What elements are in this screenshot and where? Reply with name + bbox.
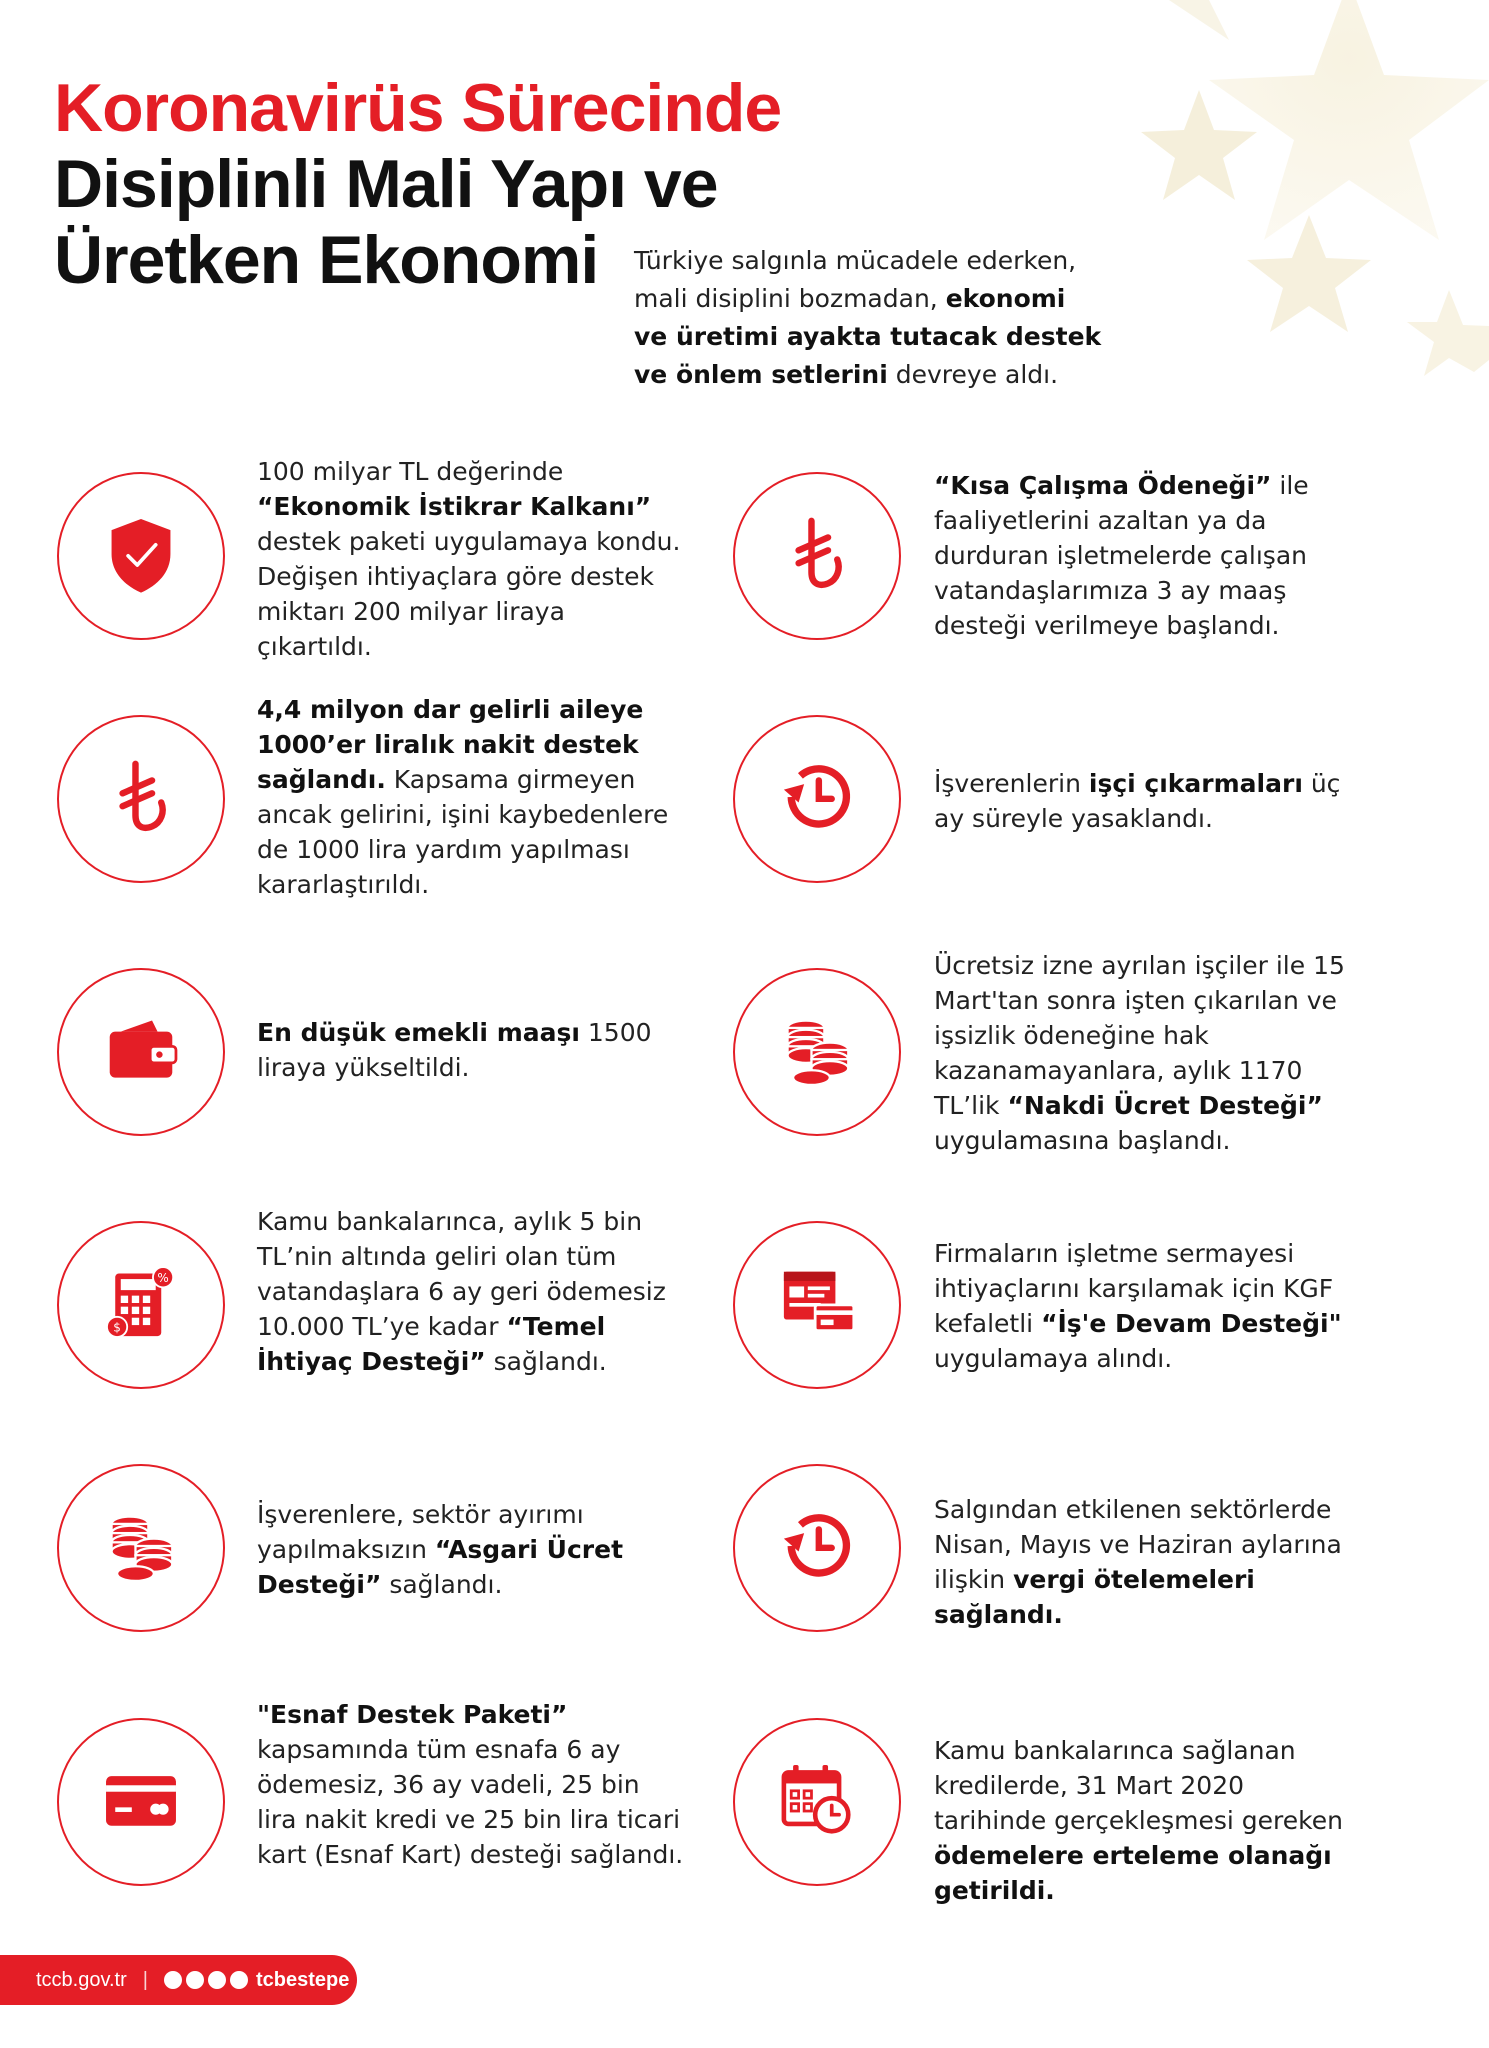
footer-site[interactable]: tccb.gov.tr [36, 1968, 127, 1991]
icon-circle [733, 1464, 901, 1632]
measure-text-bold: “Temel İhtiyaç Desteği” [257, 1312, 606, 1376]
measure-text-bold: “Ekonomik İstikrar Kalkanı” [257, 492, 652, 521]
measure-text [934, 948, 1354, 1158]
title-line-3: Üretken Ekonomi [54, 222, 599, 298]
measure-text-segment: Salgından etkilenen sektörlerde Nisan, Mayıs ve Haziran aylarına ilişkin [934, 1495, 1342, 1594]
history-clock-icon [771, 751, 863, 847]
measure-text-segment: Kamu bankalarınca sağlanan kredilerde, 31 Mart 2020 tarihinde gerçekleşmesi gereken [934, 1736, 1343, 1835]
measure-text [257, 1497, 687, 1602]
footer-bar [0, 1955, 357, 2005]
measure-text-segment: destek paketi uygulamaya kondu. Değişen ihtiyaçlara göre destek miktarı 200 milyar liraya çıkartıldı. [257, 527, 681, 661]
measure-text-segment: Kapsama girmeyen ancak gelirini, işini kaybedenlere de 1000 lira yardım yapılması kararlaştırıldı. [257, 765, 669, 899]
svg-text:%: % [157, 1270, 169, 1285]
measure-text [257, 1204, 687, 1379]
measure-text [934, 766, 1354, 836]
measure-text-bold: “Asgari Ücret Desteği” [257, 1535, 624, 1599]
measure-text-segment: üç ay süreyle yasaklandı. [934, 769, 1341, 833]
turkish-lira-icon [95, 751, 187, 847]
coin-stack-icon [95, 1500, 187, 1596]
icon-circle [57, 968, 225, 1136]
measure-text-bold: ödemelere erteleme olanağı getirildi. [934, 1841, 1332, 1905]
measure-text-bold: 4,4 milyon dar gelirli aileye 1000’er liralık nakit destek sağlandı. [257, 695, 644, 794]
credit-card-icon [95, 1754, 187, 1850]
measure-text-segment: Kamu bankalarınca, aylık 5 bin TL’nin altında geliri olan tüm vatandaşlara 6 ay geri ödemesiz 10.000 TL’ye kadar [257, 1207, 666, 1341]
shield-check-icon [95, 508, 187, 604]
measure-text [257, 692, 687, 902]
icon-circle [57, 1221, 225, 1389]
browser-card-icon [771, 1257, 863, 1353]
measure-text-segment: uygulamaya alındı. [934, 1344, 1173, 1373]
coin-stack-icon [771, 1004, 863, 1100]
icon-circle [733, 715, 901, 883]
measure-text-bold: "Esnaf Destek Paketi” [257, 1700, 568, 1729]
calendar-clock-icon [771, 1754, 863, 1850]
measure-text-segment: ile faaliyetlerini azaltan ya da durduran işletmelerde çalışan vatandaşlarımıza 3 ay maaş desteği verilmeye başlandı. [934, 471, 1309, 640]
measure-text-bold: vergi ötelemeleri sağlandı. [934, 1565, 1255, 1629]
icon-circle [57, 715, 225, 883]
footer-separator: | [142, 1968, 148, 1991]
decorative-stars [1049, 0, 1489, 430]
measure-text [934, 468, 1354, 643]
icon-circle [733, 472, 901, 640]
icon-circle [733, 1221, 901, 1389]
measure-text-bold: “Kısa Çalışma Ödeneği” [934, 471, 1272, 500]
twitter-icon[interactable] [164, 1971, 182, 1989]
measure-text-bold: “Nakdi Ücret Desteği” [1007, 1091, 1323, 1120]
intro-text [634, 242, 1104, 394]
measure-text-segment: Ücretsiz izne ayrılan işçiler ile 15 Mart'tan sonra işten çıkarılan ve işsizlik ödeneğine hak kazanamayanlara, aylık 1170 TL’lik [934, 951, 1345, 1120]
wallet-icon [95, 1004, 187, 1100]
measure-text [934, 1492, 1354, 1632]
icon-circle [57, 472, 225, 640]
history-clock-icon [771, 1500, 863, 1596]
measure-text [257, 454, 687, 664]
footer-handle[interactable]: tcbestepe [255, 1968, 350, 1991]
social-icons [164, 1971, 248, 1989]
measure-text [934, 1733, 1364, 1908]
measure-text [257, 1015, 687, 1085]
title-line-1: Koronavirüs Sürecinde [54, 70, 782, 146]
measure-text [257, 1697, 687, 1872]
facebook-icon[interactable] [230, 1971, 248, 1989]
intro-part-2: devreye aldı. [887, 360, 1059, 389]
measure-text-segment: kapsamında tüm esnafa 6 ay ödemesiz, 36 ay vadeli, 25 bin lira nakit kredi ve 25 bin lira ticari kart (Esnaf Kart) desteği sağlandı. [257, 1735, 684, 1869]
intro-bold: ekonomi ve üretimi ayakta tutacak destek ve önlem setlerini [634, 284, 1102, 389]
icon-circle [733, 1718, 901, 1886]
measure-text-segment: uygulamasına başlandı. [934, 1126, 1231, 1155]
measure-text-segment: Firmaların işletme sermayesi ihtiyaçlarını karşılamak için KGF kefaletli [934, 1239, 1334, 1338]
measure-text-segment: sağlandı. [485, 1347, 607, 1376]
measure-text-bold: En düşük emekli maaşı [257, 1018, 580, 1047]
calculator-icon [95, 1257, 187, 1353]
icon-circle [733, 968, 901, 1136]
icon-circle [57, 1464, 225, 1632]
svg-text:$: $ [113, 1320, 121, 1335]
measure-text-bold: işçi çıkarmaları [1088, 769, 1303, 798]
measure-text-segment: 1500 liraya yükseltildi. [257, 1018, 652, 1082]
measure-text-segment: sağlandı. [381, 1570, 503, 1599]
measure-text-bold: “İş'e Devam Desteği" [1041, 1309, 1342, 1338]
instagram-icon[interactable] [208, 1971, 226, 1989]
measure-text-segment: İşverenlere, sektör ayırımı yapılmaksızın [257, 1500, 584, 1564]
measure-text-segment: 100 milyar TL değerinde [257, 457, 564, 486]
turkish-lira-icon [771, 508, 863, 604]
measure-text [934, 1236, 1354, 1376]
icon-circle [57, 1718, 225, 1886]
title-line-2: Disiplinli Mali Yapı ve [54, 146, 718, 222]
youtube-icon[interactable] [186, 1971, 204, 1989]
measure-text-segment: İşverenlerin [934, 769, 1089, 798]
intro-part-1: Türkiye salgınla mücadele ederken, mali disiplini bozmadan, [634, 246, 1077, 313]
